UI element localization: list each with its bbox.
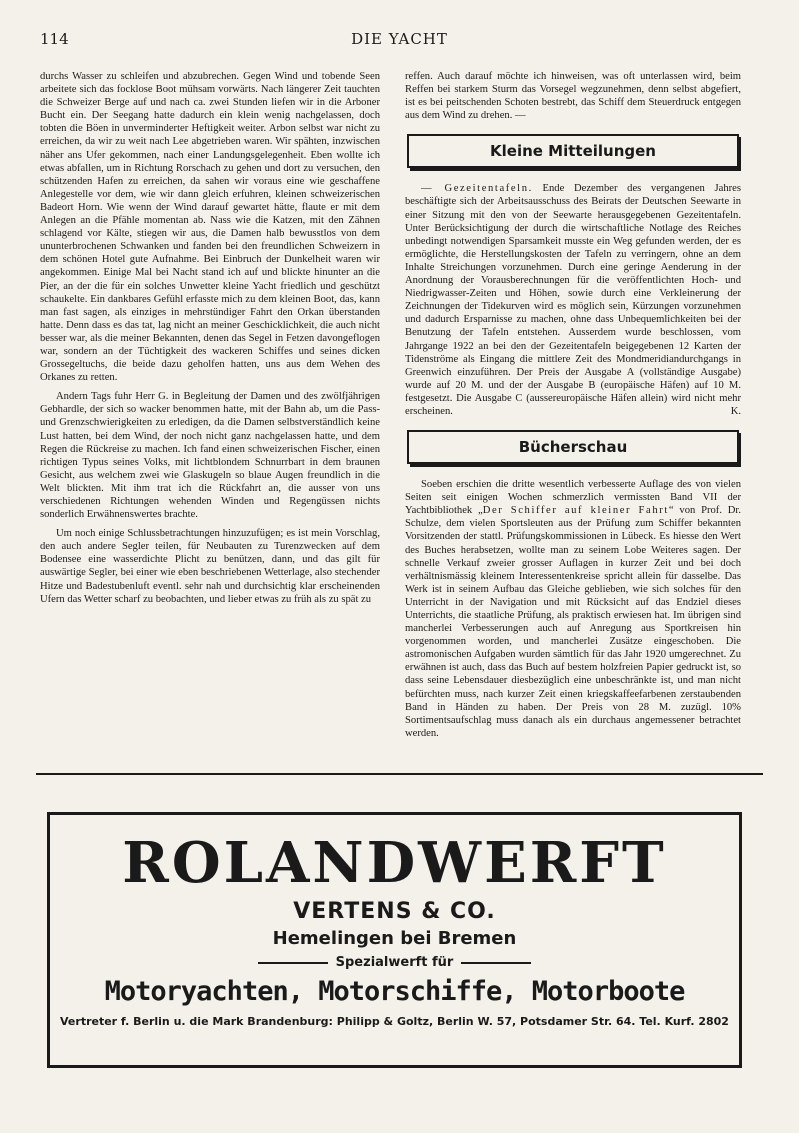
author-signature: K. <box>730 405 741 417</box>
notice-lead: — Gezeitentafeln. <box>421 183 533 195</box>
article-paragraph: Andern Tags fuhr Herr G. in Begleitung der Damen und des zwölfjährigen Gebhardle, der sich so wacker benommen hatte, mit der Bahn ab, um die Pass- und Grenzschwierigkeiten zu erledigen, da die Damen selbstverständlich keine Lust hatten, bei dem Wind, der noch nicht ganz nachgelassen hatte, und dem Regen die Rückreise zu machen. Ich fand einen schweizerischen Fischer, einen richtigen Typus seines Volks, mit lichtblondem Schnurrbart in dem braunen Gesicht, aus welchem zwei wie Glaskugeln so blaue Augen freundlich in die Welt blickten. Mit ihm trat ich die Rückfahrt an, die ausser von uns verschiedenen Richtungen wehenden Winden und Regengüssen nichts sonderlich Erwähnenswertes brachte. <box>40 391 380 521</box>
ad-specialty-line <box>50 955 739 970</box>
advertisement-box <box>47 812 742 1068</box>
ad-location: Hemelingen bei Bremen <box>272 928 517 949</box>
ad-firm-name: VERTENS & CO. <box>293 899 496 924</box>
ad-products: Motoryachten, Motorschiffe, Motorboote <box>104 976 685 1007</box>
article-paragraph: durchs Wasser zu schleifen und abzubrechen. Gegen Wind und tobende Seen arbeitete sich das focklose Boot mühsam vorwärts. Nach längerer Zeit tauchten die Schweizer Berge auf und nach ca. zwei Stunden liefen wir in die Arboner Bucht ein. Der Seegang hatte dadurch ein klein wenig nachgelassen, doch tobten die Böen in unverminderter Heftigkeit weiter. Arbon selbst war nicht zu erreichen, da wir zu weit nach Lee abgetrieben waren. Wir spähten, inzwischen näher ans Ufer gekommen, nach einer Landungsgelegenheit. Eben wollte ich etwas abfallen, um in Richtung Rorschach zu gehen und dort zu versuchen, den schützenden Hafen zu erreichen, da sahen wir voraus eine wie geschaffene Anlegestelle vor dem, wie wir dann gleich erfuhren, kleinen schweizerischen Badeort Horn. Wie wenn der Wind darauf gewartet hätte, flaute er mit dem Anlegen an die Pfähle momentan ab. Nass wie die Katzen, mit den Zähnen schlagend vor Kälte, stiegen wir aus, die Damen halb bewusstlos von dem ununterbrochenen Schwanken und fanden bei den freundlichen Schweizern in dem schönen Hotel gute Aufnahme. Bei Einbruch der Dunkelheit waren wir angekommen. Einige Mal bei Nacht stand ich auf und blickte hinunter an die Pier, an der die für ein solches Unwetter kleine Yacht friedlich und geschützt schaukelte. Ein dankbares Gefühl erfasste mich zu dem kleinen Boot, das, kann man fast sagen, als einziges in mehrstündiger Fahrt den Orkan überstanden hatte. Denn dass es das tat, lag nicht an meiner Geschicklichkeit, die auch nicht besser war, als die meiner Bekannten, denen das Segel in Fetzen davongeflogen war, sondern an der Tüchtigkeit des wackeren Schiffes und seines dicken Grossegeltuchs, die beide dazu geholfen hatten, uns aus dem Wehen des Orkanes zu retten. <box>40 71 380 384</box>
notice-paragraph <box>405 182 741 418</box>
ad-representative: Vertreter f. Berlin u. die Mark Brandenburg: Philipp & Goltz, Berlin W. 57, Potsdamer Str. 64. Tel. Kurf. 2802 <box>60 1015 729 1028</box>
ornament-dash <box>461 962 531 964</box>
section-heading-kleine-mitteilungen: Kleine Mitteilungen <box>407 134 739 168</box>
review-paragraph <box>405 478 741 740</box>
horizontal-divider <box>36 773 763 775</box>
article-continuation: reffen. Auch darauf möchte ich hinweisen, was oft unterlassen wird, beim Reffen bei starkem Sturm das Vorsegel wegzunehmen, denn selbst abgefiert, ist es bei peitschenden Schoten bestrebt, das Schiff dem Steuerdruck entgegen aus dem Wind zu drehen. — <box>405 71 741 122</box>
ad-specialty: Spezialwerft für <box>335 955 454 970</box>
page-number: 114 <box>40 30 69 48</box>
page-header <box>40 30 759 50</box>
review-body-start: Soeben erschien die dritte wesentlich verbesserte Auflage des von vielen Seiten seit einigen Wochen schmerzlich vermissten Band VII der Yachtbibliothek „ <box>405 479 741 517</box>
article-paragraph: Um noch einige Schlussbetrachtungen hinzuzufügen; es ist mein Vorschlag, den auch andere Segler teilen, für Neubauten zu Turenzwecken auf dem Bodensee eine wasserdichte Plicht zu benützen, dann, und das gilt für auswärtige Segler, bei einer wie eben beschriebenen Wetterlage, also stechender Hitze und Badestubenluft eventl. sehr nah und durchsichtig klar erscheinenden Ufern das Wetter scharf zu beobachten, und lieber etwas zu früh als zu spät zu <box>40 528 380 605</box>
running-title: DIE YACHT <box>351 30 448 48</box>
right-column <box>405 70 741 750</box>
book-title: Der Schiffer auf kleiner Fahrt <box>482 505 669 517</box>
left-column <box>40 70 380 750</box>
ornament-dash <box>258 962 328 964</box>
notice-body: Ende Dezember des vergangenen Jahres beschäftigte sich der Arbeitsausschuss des Beirats der Deutschen Seewarte in einer Sitzung mit den von der Seewarte herausgegebenen Gezeitentafeln. Unter Berücksichtigung der durch die wirtschaftliche Notlage des Reiches unbedingt notwendigen Sparsamkeit musste ein Weg gefunden werden, der es ermöglichte, die Herstellungskosten der Tafeln zu verringern, ohne an dem Inhalte Streichungen vorzunehmen. Durch eine geringe Aenderung in der Anordnung der Vorausberechnungen für die veröffentlichten Hoch- und Niedrigwasser-Zeiten und Höhen, sowie durch eine Verkleinerung der Zeichnungen der Tidekurven wird es möglich sein, Kürzungen vorzunehmen und dadurch Ersparnisse zu machen, ohne dass Unbequemlichkeiten bei der Benutzung der Tafeln entstehen. Ausserdem wurde beschlossen, vom Jahrgange 1922 an bei den der Gezeitentafeln beigegebenen 12 Karten der Tidenströme als Eingang die mittlere Zeit des Mondmeridiandurchgangs in Greenwich einzuführen. Der Preis der Ausgabe A (vollständige Ausgabe) wurde auf 20 M. und der der Ausgabe B (europäische Häfen) auf 10 M. festgesetzt. Die Ausgabe C (aussereuropäische Häfen allein) wird nicht mehr erscheinen. <box>405 183 741 417</box>
review-body-end: “ von Prof. Dr. Schulze, dem vielen Sportsleuten aus der Prüfung zum Schiffer bekannten Vorsitzenden der stattl. Prüfungskommissionen in Lübeck. Es hiesse den Wert des Buches herabsetzen, wollte man zu seinem Lobe Weiteres sagen. Der schnelle Verkauf zweier grosser Auflagen in kurzer Zeit und bei doch verhältnismässig kleinem Interessentenkreise spricht allein für dasselbe. Das Werk ist in seinem Aufbau das Gleiche geblieben, wie sich solches für den Unterricht in der Navigation und mit Rücksicht auf das Endziel dieses Unterrichts, die staatliche Prüfung, als praktisch erwiesen hat. Im übrigen sind mancherlei Verbesserungen auch auf Anregung aus Sportkreisen hin vorgenommen worden, und mancherlei Zusätze eingeschoben. Die astromonischen Aufgaben wurden sämtlich für das Jahr 1920 umgerechnet. Zu erwähnen ist auch, dass das Buch auf bestem holzfreien Papier gedruckt ist, so dass seine Lebensdauer diesbezüglich eine unbeschränkte ist, und man nicht befürchten muss, nach kurzer Zeit einen kriegskaffeefarbenen zerstaubenden Band in Händen zu haben. Der Preis von 28 M. zuzügl. 10% Sortimentsaufschlag muss danach als ein durchaus angemessener betrachtet werden. <box>405 505 741 739</box>
section-heading-buecherschau: Bücherschau <box>407 430 739 464</box>
ad-company-name: ROLANDWERFT <box>122 830 667 896</box>
